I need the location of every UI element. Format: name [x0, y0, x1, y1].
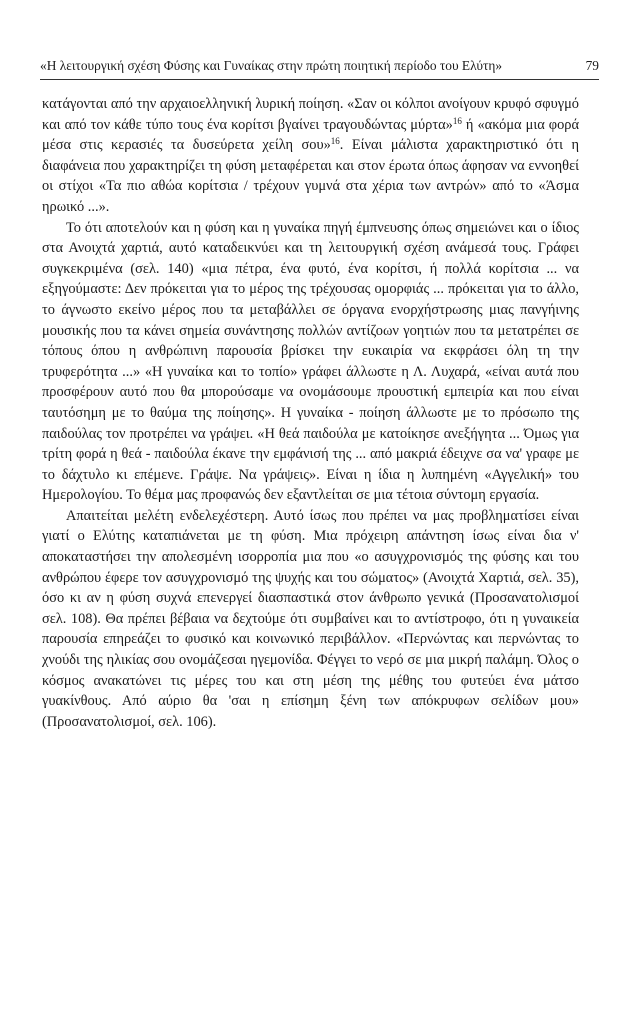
- body-text: [42, 94, 579, 732]
- header-rule: [40, 79, 599, 80]
- paragraph-1: [42, 94, 579, 218]
- paragraph-1-text-b: ή «ακόμα μια φορά μέσα στις κερασιές τα δυσεύρετα χείλη σου»: [42, 116, 579, 154]
- page-number: 79: [585, 58, 599, 73]
- paragraph-2: Το ότι αποτελούν και η φύση και η γυναίκα πηγή έμπνευσης όπως σημειώνει και ο ίδιος στα Ανοιχτά χαρτιά, αυτό καταδεικνύει και τη λειτουργική σχέση ανάμεσά τους. Γράφει συγκεκριμένα (σελ. 140) «μια πέτρα, ένα φυτό, ένα κορίτσι, ή πολλά κορίτσια ... να εξηγούμαστε: Δεν πρόκειται για το μέρος της τρέχουσας ομορφιάς ... πρόκειται για το άλλο, το άγνωστο εκείνο μέρος που τα μεταβάλλει σε όργανα ενορχήστρωσης μιας πανγήινης μουσικής που τα κάνει σημεία συνάντησης πολλών αντίζοων γοητιών που τα μετατρέπει σε τόπους όπου η ανθρώπινη παρουσία βρίσκει την ευκαιρία να εκφράσει όλη τη την τρυφερότητα ...» «Η γυναίκα και το τοπίο» γράφει άλλωστε η Λ. Λυχαρά, «είναι αυτά που προσφέρουν αυτό που θα μπορούσαμε να ονομάσουμε προυστική εμπειρία και που είναι ταυτόσημη με το θαύμα της ποίησης». Η γυναίκα - ποίηση άλλωστε με το πρόσωπο της παιδούλας τον προτρέπει να γράψει. «Η θεά παιδούλα με κατοίκησε ανεξήγητα ... Όμως για τρίτη φορά η θεά - παιδούλα έκανε την εμφάνισή της ... από μακριά έδειχνε σα να' γραφε με το δάχτυλο κι επέμενε. Γράψε. Να γράψεις». Είναι η ίδια η λυπημένη «Αγγελική» του Ημερολογίου. Το θέμα μας προφανώς δεν εξαντλείται σε μια τέτοια σύντομη εργασία.: [42, 219, 579, 504]
- paragraph-1-text-c: . Είναι μάλιστα χαρακτηριστικό ότι η διαφάνεια που χαρακτηρίζει τη φύση μεταφέρεται και στον έρωτα όπως άφησαν να εννοηθεί οι στίχοι «Τα πιο αθώα κορίτσια / τρέχουν γυμνά στα χέρια των αντρών» από το «Άσμα ηρωικό ...».: [42, 137, 579, 215]
- paragraph-1-text-a: κατάγονται από την αρχαιοελληνική λυρική ποίηση. «Σαν οι κόλποι ανοίγουν κρυφό σφυγμό και από τον κάθε τύπο τους ένα κορίτσι βγαίνει τραγουδώντας μύρτα»: [42, 96, 579, 133]
- running-header: [40, 58, 599, 74]
- footnote-ref-16a: 16: [452, 115, 462, 126]
- running-title: «Η λειτουργική σχέση Φύσης και Γυναίκας στην πρώτη ποιητική περίοδο του Ελύτη»: [40, 58, 503, 73]
- footnote-ref-16b: 16: [330, 136, 340, 147]
- paragraph-3: Απαιτείται μελέτη ενδελεχέστερη. Αυτό ίσως που πρέπει να μας προβληματίσει είναι γιατί ο Ελύτης καταπιάνεται με τη φύση. Μια πρόχειρη απάντηση ίσως είναι δια ν' αποκαταστήσει την απολεσμένη ισορροπία μια που «ο ασυγχρονισμός της φύσης και του ανθρώπου έφερε τον ασυγχρονισμό της ψυχής και του σώματος» (Ανοιχτά Χαρτιά, σελ. 35), όσο κι αν η φύση συχνά επενεργεί διασπαστικά στον άνθρωπο γενικά (Προσανατολισμοί σελ. 108). Θα πρέπει βέβαια να δεχτούμε ότι συμβαίνει και το αντίστροφο, ότι η γυναικεία παρουσία επηρεάζει το φυσικό και κοινωνικό περιβάλλον. «Περνώντας και περνώντας το χνούδι της ηλικίας σου ονομάζεσαι ηγεμονίδα. Φέγγει το νερό σε μια μικρή παλάμη. Όλος ο κόσμος ανακατώνει τις μέρες του και στη μέση της μέθης του φυτεύει ένα μάτσο γυακίνθους. Από αύριο θα 'σαι η επίσημη ξένη των απόκρυφων σελίδων μου» (Προσανατολισμοί, σελ. 106).: [42, 507, 579, 730]
